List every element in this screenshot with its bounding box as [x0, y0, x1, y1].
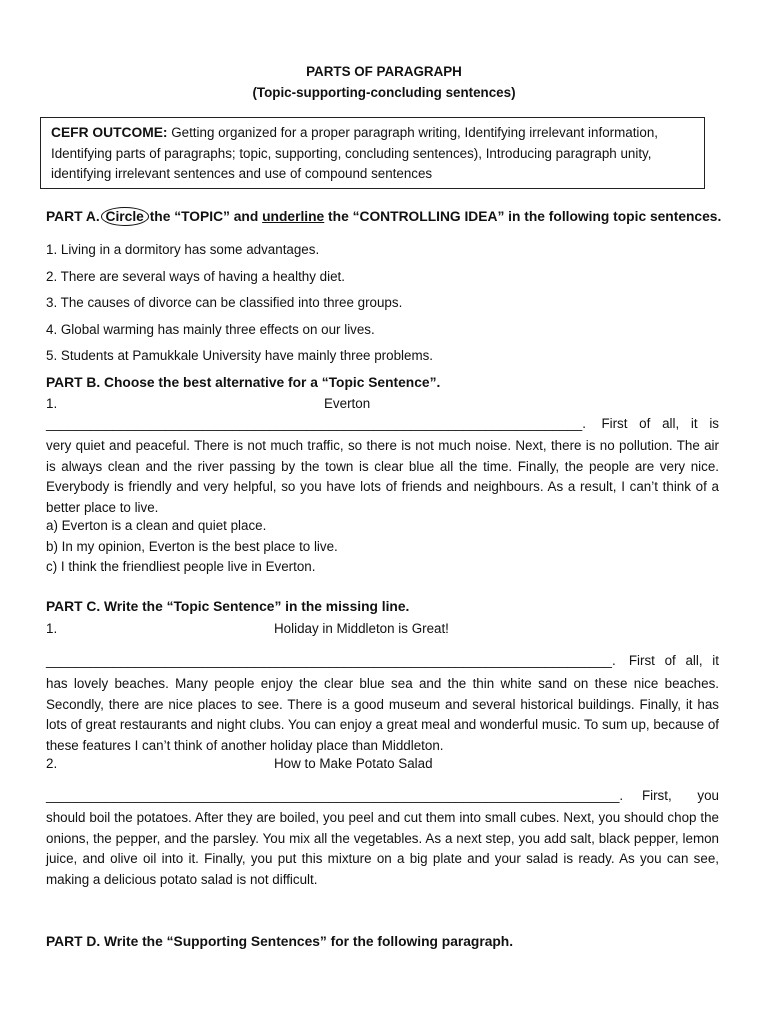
- part-d-heading: PART D. Write the “Supporting Sentences” for the following paragraph.: [46, 934, 514, 949]
- part-c-item2-paragraph: should boil the potatoes. After they are boiled, you peel and cut them into small cubes. Next, you should chop the onions, the pepper, and the parsley. You mix all the vegetables. As a next step, you add salt, black pepper, lemon juice, and olive oil into it. Finally, you put this mixture on a big plate and your salad is ready. As you can see, making a delicious potato salad is not difficult.: [46, 810, 719, 887]
- underline-word: underline: [262, 209, 325, 224]
- part-b-title-row: [46, 396, 719, 411]
- part-b-title: Everton: [324, 396, 371, 411]
- part-a-prefix: PART A.: [46, 209, 100, 224]
- part-c-item1-title-row: [46, 621, 719, 636]
- page-subtitle: (Topic-supporting-concluding sentences): [252, 85, 516, 100]
- part-b-paragraph: very quiet and peaceful. There is not much traffic, so there is not much noise. Next, there is no pollution. The air is always clean and the river passing by the town is clear blue all the time. Finally, the people are very nice. Everybody is friendly and very helpful, so you have lots of friends and neighbours. As a result, I can’t think of a better place to live.: [46, 438, 719, 515]
- option-a: a) Everton is a clean and quiet place.: [46, 518, 267, 533]
- part-c-heading: PART C. Write the “Topic Sentence” in the missing line.: [46, 599, 410, 614]
- part-b-first-words: First of all, it is: [601, 416, 719, 431]
- part-c-item2-blank-row: [46, 788, 719, 803]
- part-c-item1-blank-row: [46, 653, 719, 668]
- part-c-item1-first-words: First of all, it: [628, 653, 719, 668]
- part-a-item: 1. Living in a dormitory has some advantages.: [46, 242, 320, 257]
- part-a-item: 2. There are several ways of having a healthy diet.: [46, 269, 345, 284]
- part-b-blank-row: [46, 416, 719, 431]
- part-a-item: 3. The causes of divorce can be classified into three groups.: [46, 295, 403, 310]
- part-a-item: 4. Global warming has mainly three effects on our lives.: [46, 322, 375, 337]
- answer-blank[interactable]: ________________________________________________________________________.: [46, 416, 586, 431]
- cefr-label: CEFR OUTCOME:: [51, 125, 168, 140]
- part-b-number: 1.: [46, 396, 58, 411]
- part-c-item1-number: 1.: [46, 621, 58, 636]
- answer-blank[interactable]: _____________________________________________________________________________.: [46, 788, 624, 803]
- answer-blank[interactable]: ____________________________________________________________________________.: [46, 653, 616, 668]
- part-b-heading: PART B. Choose the best alternative for a “Topic Sentence”.: [46, 375, 441, 390]
- page-title: PARTS OF PARAGRAPH: [306, 64, 462, 79]
- part-c-item2-number: 2.: [46, 756, 58, 771]
- part-c-item2-title-row: [46, 756, 719, 771]
- part-a-item: 5. Students at Pamukkale University have mainly three problems.: [46, 348, 434, 363]
- option-b: b) In my opinion, Everton is the best place to live.: [46, 539, 338, 554]
- part-c-item1-title: Holiday in Middleton is Great!: [274, 621, 449, 636]
- part-a-mid1: the “TOPIC” and: [145, 209, 263, 224]
- part-a-mid2: the “CONTROLLING IDEA” in the following topic sentences.: [324, 209, 722, 224]
- part-a-heading: [46, 209, 721, 224]
- cefr-outcome-box: [40, 117, 705, 189]
- circle-word: Circle: [101, 207, 149, 226]
- option-c: c) I think the friendliest people live in Everton.: [46, 559, 316, 574]
- part-c-item2-title: How to Make Potato Salad: [274, 756, 433, 771]
- cefr-text: Getting organized for a proper paragraph writing, Identifying irrelevant information, Identifying parts of paragraphs; topic, supporting, concluding sentences), Introducing paragraph unity, identifying irrelevant sentences and use of compound sentences: [51, 125, 659, 181]
- part-c-item2-first-words: First, you: [641, 788, 719, 803]
- part-c-item1-paragraph: has lovely beaches. Many people enjoy the clear blue sea and the thin white sand on these nice beaches. Secondly, there are nice places to see. There is a good museum and several historical buildings. Finally, it has lots of great restaurants and night clubs. You can enjoy a great meal and wonderful music. To sum up, because of these features I can’t think of another holiday place than Middleton.: [46, 676, 719, 753]
